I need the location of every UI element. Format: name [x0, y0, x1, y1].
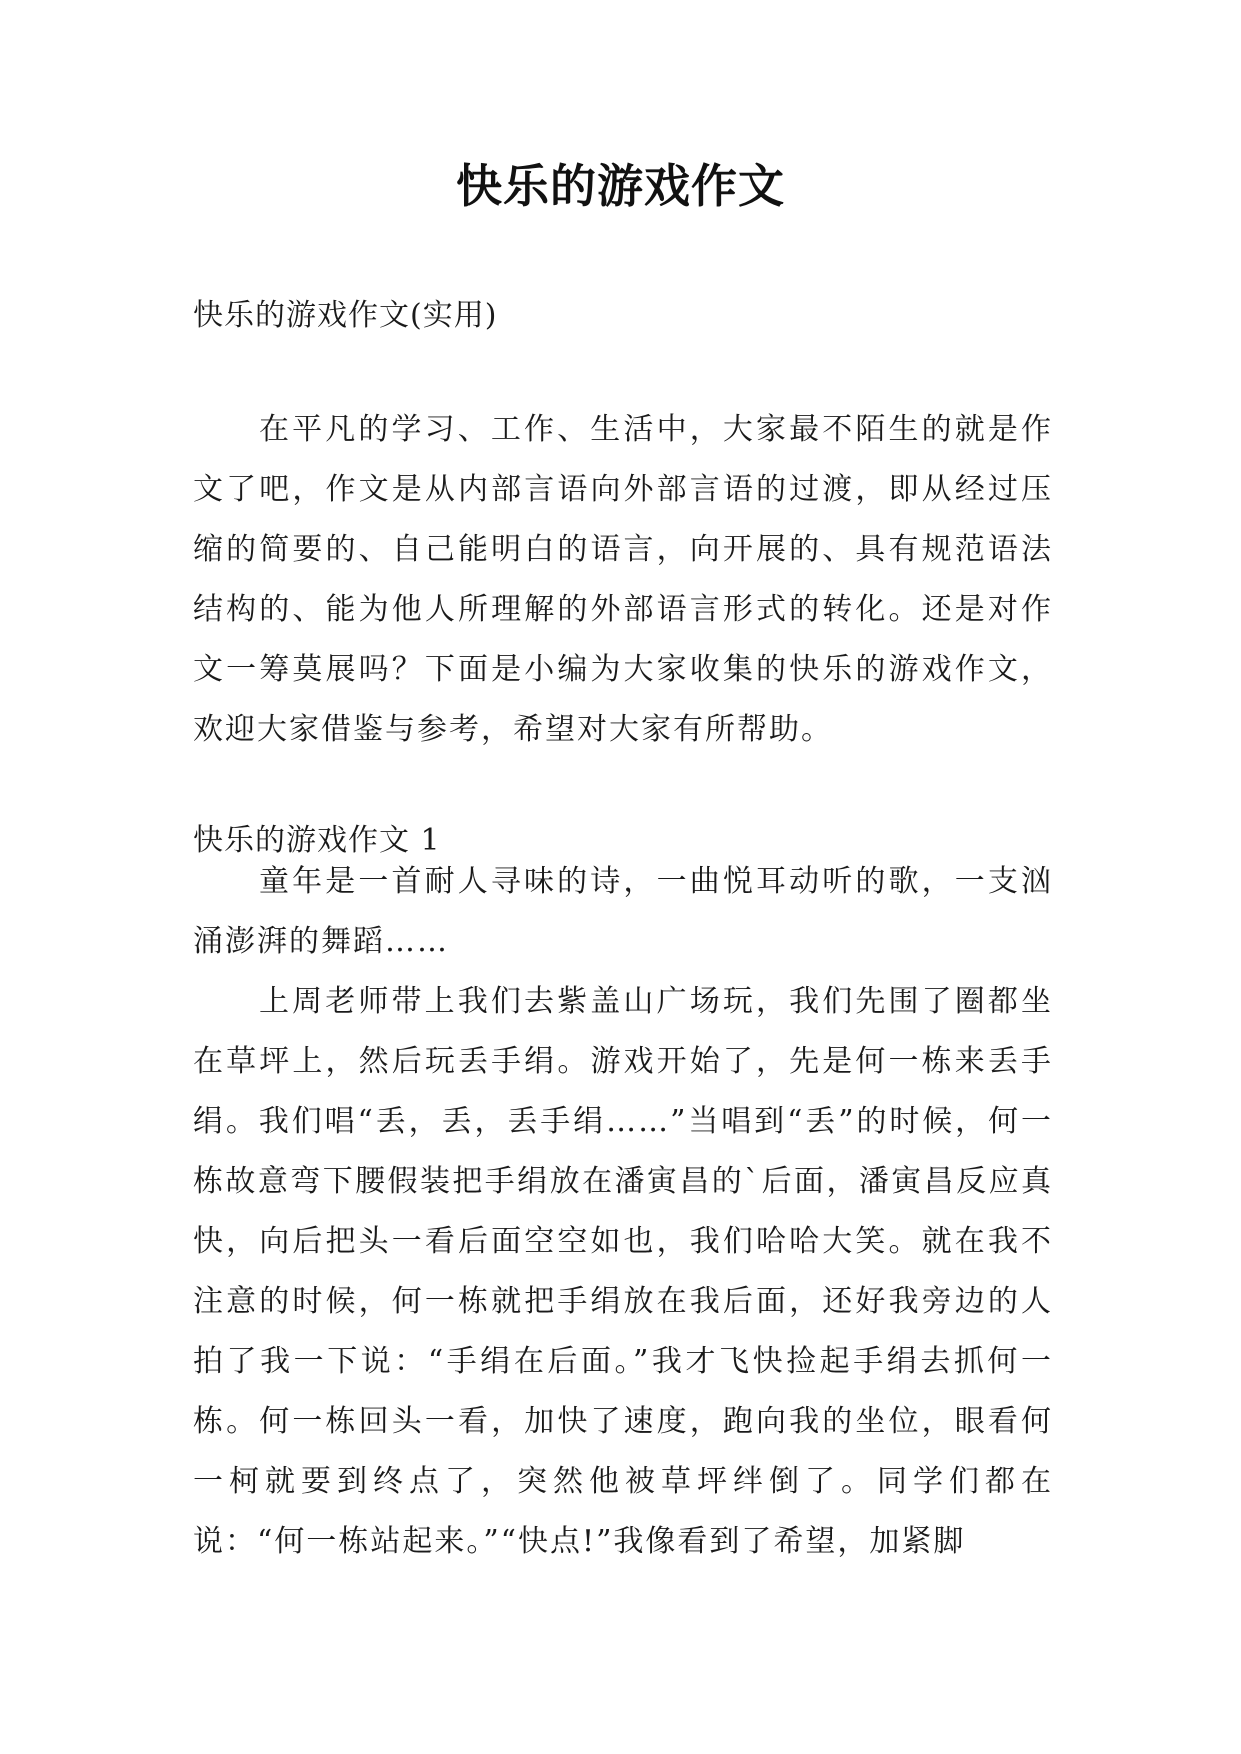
essay-body [193, 852, 1053, 1572]
intro-paragraph: 在平凡的学习、工作、生活中，大家最不陌生的就是作文了吧，作文是从内部言语向外部言语的过渡，即从经过压缩的简要的、自己能明白的语言，向开展的、具有规范语法结构的、能为他人所理解的外部语言形式的转化。还是对作文一筹莫展吗？下面是小编为大家收集的快乐的游戏作文，欢迎大家借鉴与参考，希望对大家有所帮助。 [193, 412, 1053, 747]
document-subtitle: 快乐的游戏作文(实用) [193, 298, 498, 333]
essay-paragraph: 上周老师带上我们去紫盖山广场玩，我们先围了圈都坐在草坪上，然后玩丢手绢。游戏开始了，先是何一栋来丢手绢。我们唱“丢，丢，丢手绢……”当唱到“丢”的时候，何一栋故意弯下腰假装把手绢放在潘寅昌的`后面，潘寅昌反应真快，向后把头一看后面空空如也，我们哈哈大笑。就在我不注意的时候，何一栋就把手绢放在我后面，还好我旁边的人拍了我一下说：“手绢在后面。”我才飞快捡起手绢去抓何一栋。何一栋回头一看，加快了速度，跑向我的坐位，眼看何一柯就要到终点了，突然他被草坪绊倒了。同学们都在说：“何一栋站起来。”“快点!”我像看到了希望，加紧脚 [193, 984, 1053, 1559]
essay-paragraph: 童年是一首耐人寻味的诗，一曲悦耳动听的歌，一支汹涌澎湃的舞蹈…… [193, 864, 1053, 959]
document-title: 快乐的游戏作文 [456, 159, 785, 213]
intro-section [193, 400, 1053, 760]
section-heading: 快乐的游戏作文 1 [193, 823, 441, 858]
